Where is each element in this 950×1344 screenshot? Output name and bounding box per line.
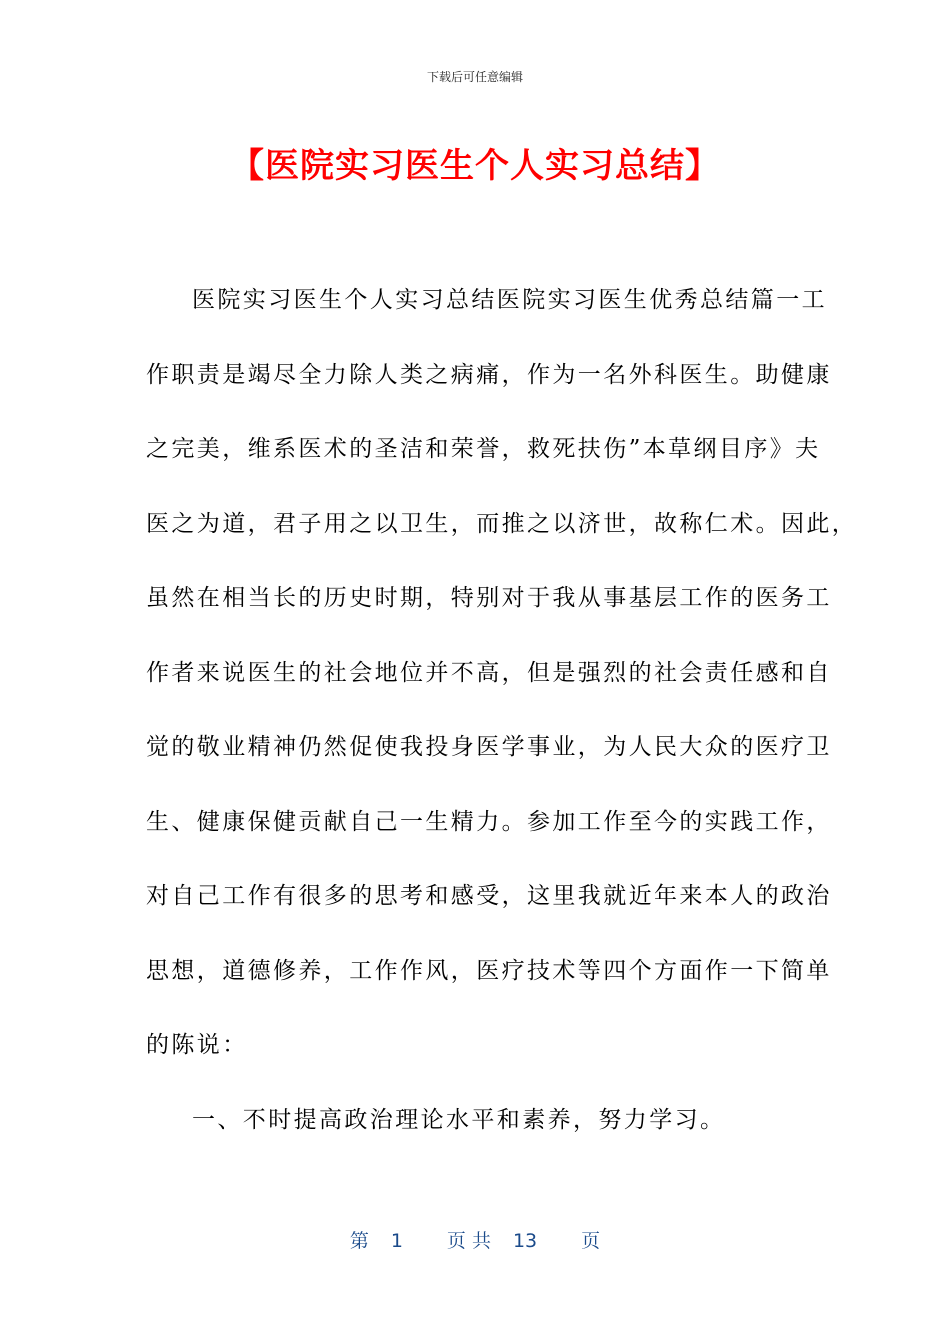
body-line: 思想，道德修养，工作作风，医疗技术等四个方面作一下简单 xyxy=(146,957,832,984)
body-line: 之完美，维系医术的圣洁和荣誉，救死扶伤”本草纲目序》夫 xyxy=(146,436,821,462)
body-line: 生、健康保健贡献自己一生精力。参加工作至今的实践工作， xyxy=(146,808,832,835)
footer-page-mid: 页 共 xyxy=(446,1230,491,1252)
body-line: 作职责是竭尽全力除人类之病痛，作为一名外科医生。助健康 xyxy=(146,361,832,388)
body-line: 觉的敬业精神仍然促使我投身医学事业，为人民大众的医疗卫 xyxy=(146,734,832,760)
body-line: 虽然在相当长的历史时期，特别对于我从事基层工作的医务工 xyxy=(146,585,832,611)
document-body xyxy=(146,275,858,1169)
body-line: 医之为道，君子用之以卫生，而推之以济世，故称仁术。因此， xyxy=(146,510,858,537)
page-footer xyxy=(0,1226,950,1253)
footer-total-pages: 13 xyxy=(512,1230,538,1252)
footer-page-suffix: 页 xyxy=(581,1230,601,1252)
header-note: 下载后可任意编辑 xyxy=(426,70,523,84)
footer-page-number: 1 xyxy=(390,1230,403,1252)
section-heading: 一、不时提高政治理论水平和素养，努力学习。 xyxy=(192,1106,726,1133)
footer-page-prefix: 第 xyxy=(349,1230,369,1252)
document-title: 【医院实习医生个人实习总结】 xyxy=(230,146,720,186)
body-line: 的陈说： xyxy=(146,1032,248,1058)
body-line: 作者来说医生的社会地位并不高，但是强烈的社会责任感和自 xyxy=(146,659,832,686)
body-line: 医院实习医生个人实习总结医院实习医生优秀总结篇一工 xyxy=(192,287,827,313)
body-line: 对自己工作有很多的思考和感受，这里我就近年来本人的政治 xyxy=(146,883,832,909)
